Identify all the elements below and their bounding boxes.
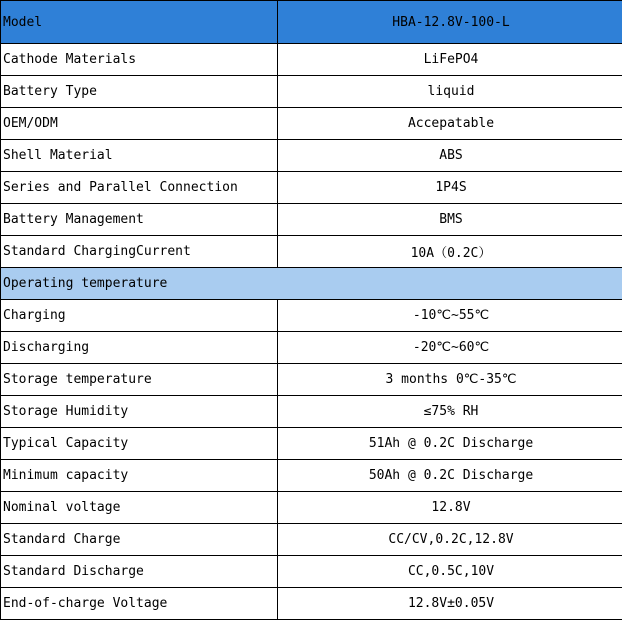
spec-value: liquid [278, 76, 622, 108]
spec-label: Battery Management [1, 204, 278, 236]
spec-value: 3 months 0℃-35℃ [278, 364, 622, 396]
spec-value: LiFePO4 [278, 44, 622, 76]
spec-label: Storage temperature [1, 364, 278, 396]
spec-row [1, 492, 622, 524]
spec-label: Standard Discharge [1, 556, 278, 588]
spec-value: CC/CV,0.2C,12.8V [278, 524, 622, 556]
spec-row [1, 140, 622, 172]
spec-row [1, 524, 622, 556]
spec-label: Cathode Materials [1, 44, 278, 76]
spec-value: CC,0.5C,10V [278, 556, 622, 588]
spec-row [1, 204, 622, 236]
spec-value: 12.8V [278, 492, 622, 524]
spec-row [1, 332, 622, 364]
spec-value: 51Ah @ 0.2C Discharge [278, 428, 622, 460]
spec-label: Discharging [1, 332, 278, 364]
spec-label: Minimum capacity [1, 460, 278, 492]
spec-label: End-of-charge Voltage [1, 588, 278, 620]
model-header-row [1, 1, 622, 44]
spec-row [1, 76, 622, 108]
section-label: Operating temperature [1, 268, 622, 300]
spec-row [1, 396, 622, 428]
spec-value: 12.8V±0.05V [278, 588, 622, 620]
spec-label: Shell Material [1, 140, 278, 172]
model-value: HBA-12.8V-100-L [278, 1, 622, 44]
spec-value: BMS [278, 204, 622, 236]
spec-label: Charging [1, 300, 278, 332]
spec-value: -10℃~55℃ [278, 300, 622, 332]
spec-row [1, 300, 622, 332]
spec-value: 50Ah @ 0.2C Discharge [278, 460, 622, 492]
spec-label: Battery Type [1, 76, 278, 108]
spec-row [1, 556, 622, 588]
spec-label: Storage Humidity [1, 396, 278, 428]
spec-value: ABS [278, 140, 622, 172]
spec-value: -20℃~60℃ [278, 332, 622, 364]
spec-value: 10A（0.2C） [278, 236, 622, 268]
spec-row [1, 364, 622, 396]
spec-row [1, 460, 622, 492]
spec-row [1, 588, 622, 620]
spec-label: Standard Charge [1, 524, 278, 556]
spec-label: OEM/ODM [1, 108, 278, 140]
spec-label: Typical Capacity [1, 428, 278, 460]
spec-table-body [1, 1, 622, 620]
spec-label: Standard ChargingCurrent [1, 236, 278, 268]
operating-temperature-section-row [1, 268, 622, 300]
model-label: Model [1, 1, 278, 44]
spec-label: Nominal voltage [1, 492, 278, 524]
spec-row [1, 172, 622, 204]
spec-row [1, 44, 622, 76]
spec-row [1, 236, 622, 268]
spec-value: Accepatable [278, 108, 622, 140]
spec-value: ≤75% RH [278, 396, 622, 428]
spec-row [1, 108, 622, 140]
spec-label: Series and Parallel Connection [1, 172, 278, 204]
spec-row [1, 428, 622, 460]
spec-value: 1P4S [278, 172, 622, 204]
